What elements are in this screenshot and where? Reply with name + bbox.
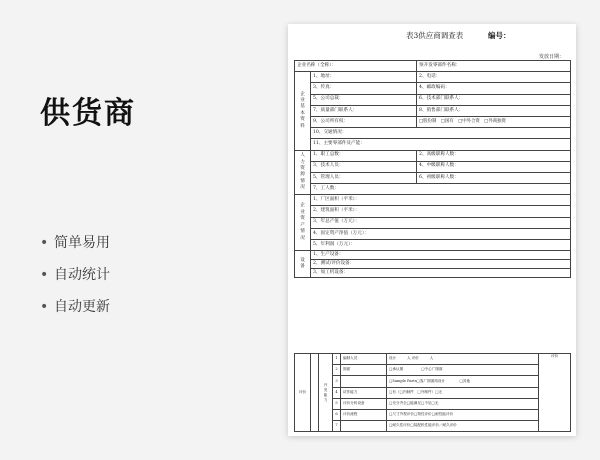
table-row: 6 评价流程 □尺寸外观评价□物性评价□耐性能评价: [295, 409, 571, 420]
table-row: 企业资产情况 1、厂区面积（平米）：: [295, 195, 571, 206]
bullet-icon: •: [40, 299, 49, 315]
table-row: 9、公司所有权： □股份制 □国有 □中外合资 □外商独资: [295, 116, 571, 127]
table-row: [295, 61, 571, 72]
doc-date-label: 发放日期：: [538, 54, 564, 60]
feature-item: • 自动更新: [40, 296, 110, 328]
doc-number-label: 编号：: [488, 31, 511, 40]
table-row: 11、主要零部件及产能：: [295, 139, 571, 150]
table-row: 10、交通情况：: [295, 128, 571, 139]
table-row: 2、建筑面积（平米）：: [295, 206, 571, 217]
parts-name-cell: 预开发零部件名称：: [417, 61, 571, 72]
table-row: 3 □Sample Parts□客厂图面再设计 □其他: [295, 376, 571, 387]
bullet-icon: •: [40, 267, 49, 283]
table-row: 2、测试/评价设备：: [295, 260, 571, 269]
bullet-icon: •: [40, 235, 49, 251]
table-row: 5、管理人员： 6、初级职称人数：: [295, 172, 571, 183]
evaluation-table: [294, 353, 571, 432]
section-label-equipment: 设备: [295, 251, 311, 278]
section-label-assets: 企业资产情况: [295, 195, 311, 251]
section-label-hr: 人力资源情况: [295, 150, 311, 195]
table-row: 2 图面 □承认图 □中心厂图面: [295, 365, 571, 376]
table-row: 4 试作能力 □有（□内制件 □外制件）□无: [295, 387, 571, 398]
eval-label-right: 评价: [539, 354, 571, 432]
table-row: 评价 开发能力 1 编制人员 设计 人 评价 人 评价: [295, 354, 571, 365]
table-row: 5 评价分析设备 □充分齐全□能满足□不足□无: [295, 398, 571, 409]
table-row: 3、年总产值（万元）：: [295, 217, 571, 228]
table-row: 企业基本资料 1、地址： 2、电话：: [295, 72, 571, 83]
feature-item: • 简单易用: [40, 232, 110, 264]
dev-capability-label: 开发能力: [319, 354, 333, 432]
table-row: 4、固定资产净值（万元）：: [295, 228, 571, 239]
table-row: 人力资源情况 1、职工总数： 2、高级职称人数：: [295, 150, 571, 161]
page-title: 供货商: [40, 96, 136, 131]
table-row: 7、质量部门联系人： 8、销售部门联系人：: [295, 105, 571, 116]
table-row: 7 □耐久性评价□装配机性能评价／耐久评价: [295, 421, 571, 432]
ownership-options: □股份制 □国有 □中外合资 □外商独资: [417, 116, 571, 127]
table-row: 5、年利润（万元）：: [295, 240, 571, 251]
table-row: 5、公司总裁： 6、技术部门联系人：: [295, 94, 571, 105]
table-row: 3、加工机设备：: [295, 269, 571, 278]
doc-title: 表3供应商调查表: [406, 31, 464, 40]
feature-list: [40, 232, 110, 328]
section-label-basic: 企业基本资料: [295, 72, 311, 150]
table-row: 设备 1、生产设备：: [295, 251, 571, 260]
table-row: 3、技术人员： 4、中级职称人数：: [295, 161, 571, 172]
document-preview: [288, 24, 576, 436]
table-row: 7、工人数：: [295, 184, 571, 195]
survey-form-table: [294, 60, 571, 278]
eval-label-left: 评价: [295, 354, 311, 432]
table-row: 3、传真： 4、邮政编码：: [295, 83, 571, 94]
company-name-cell: 企业名称（全称）：: [295, 61, 417, 72]
feature-item: • 自动统计: [40, 264, 110, 296]
